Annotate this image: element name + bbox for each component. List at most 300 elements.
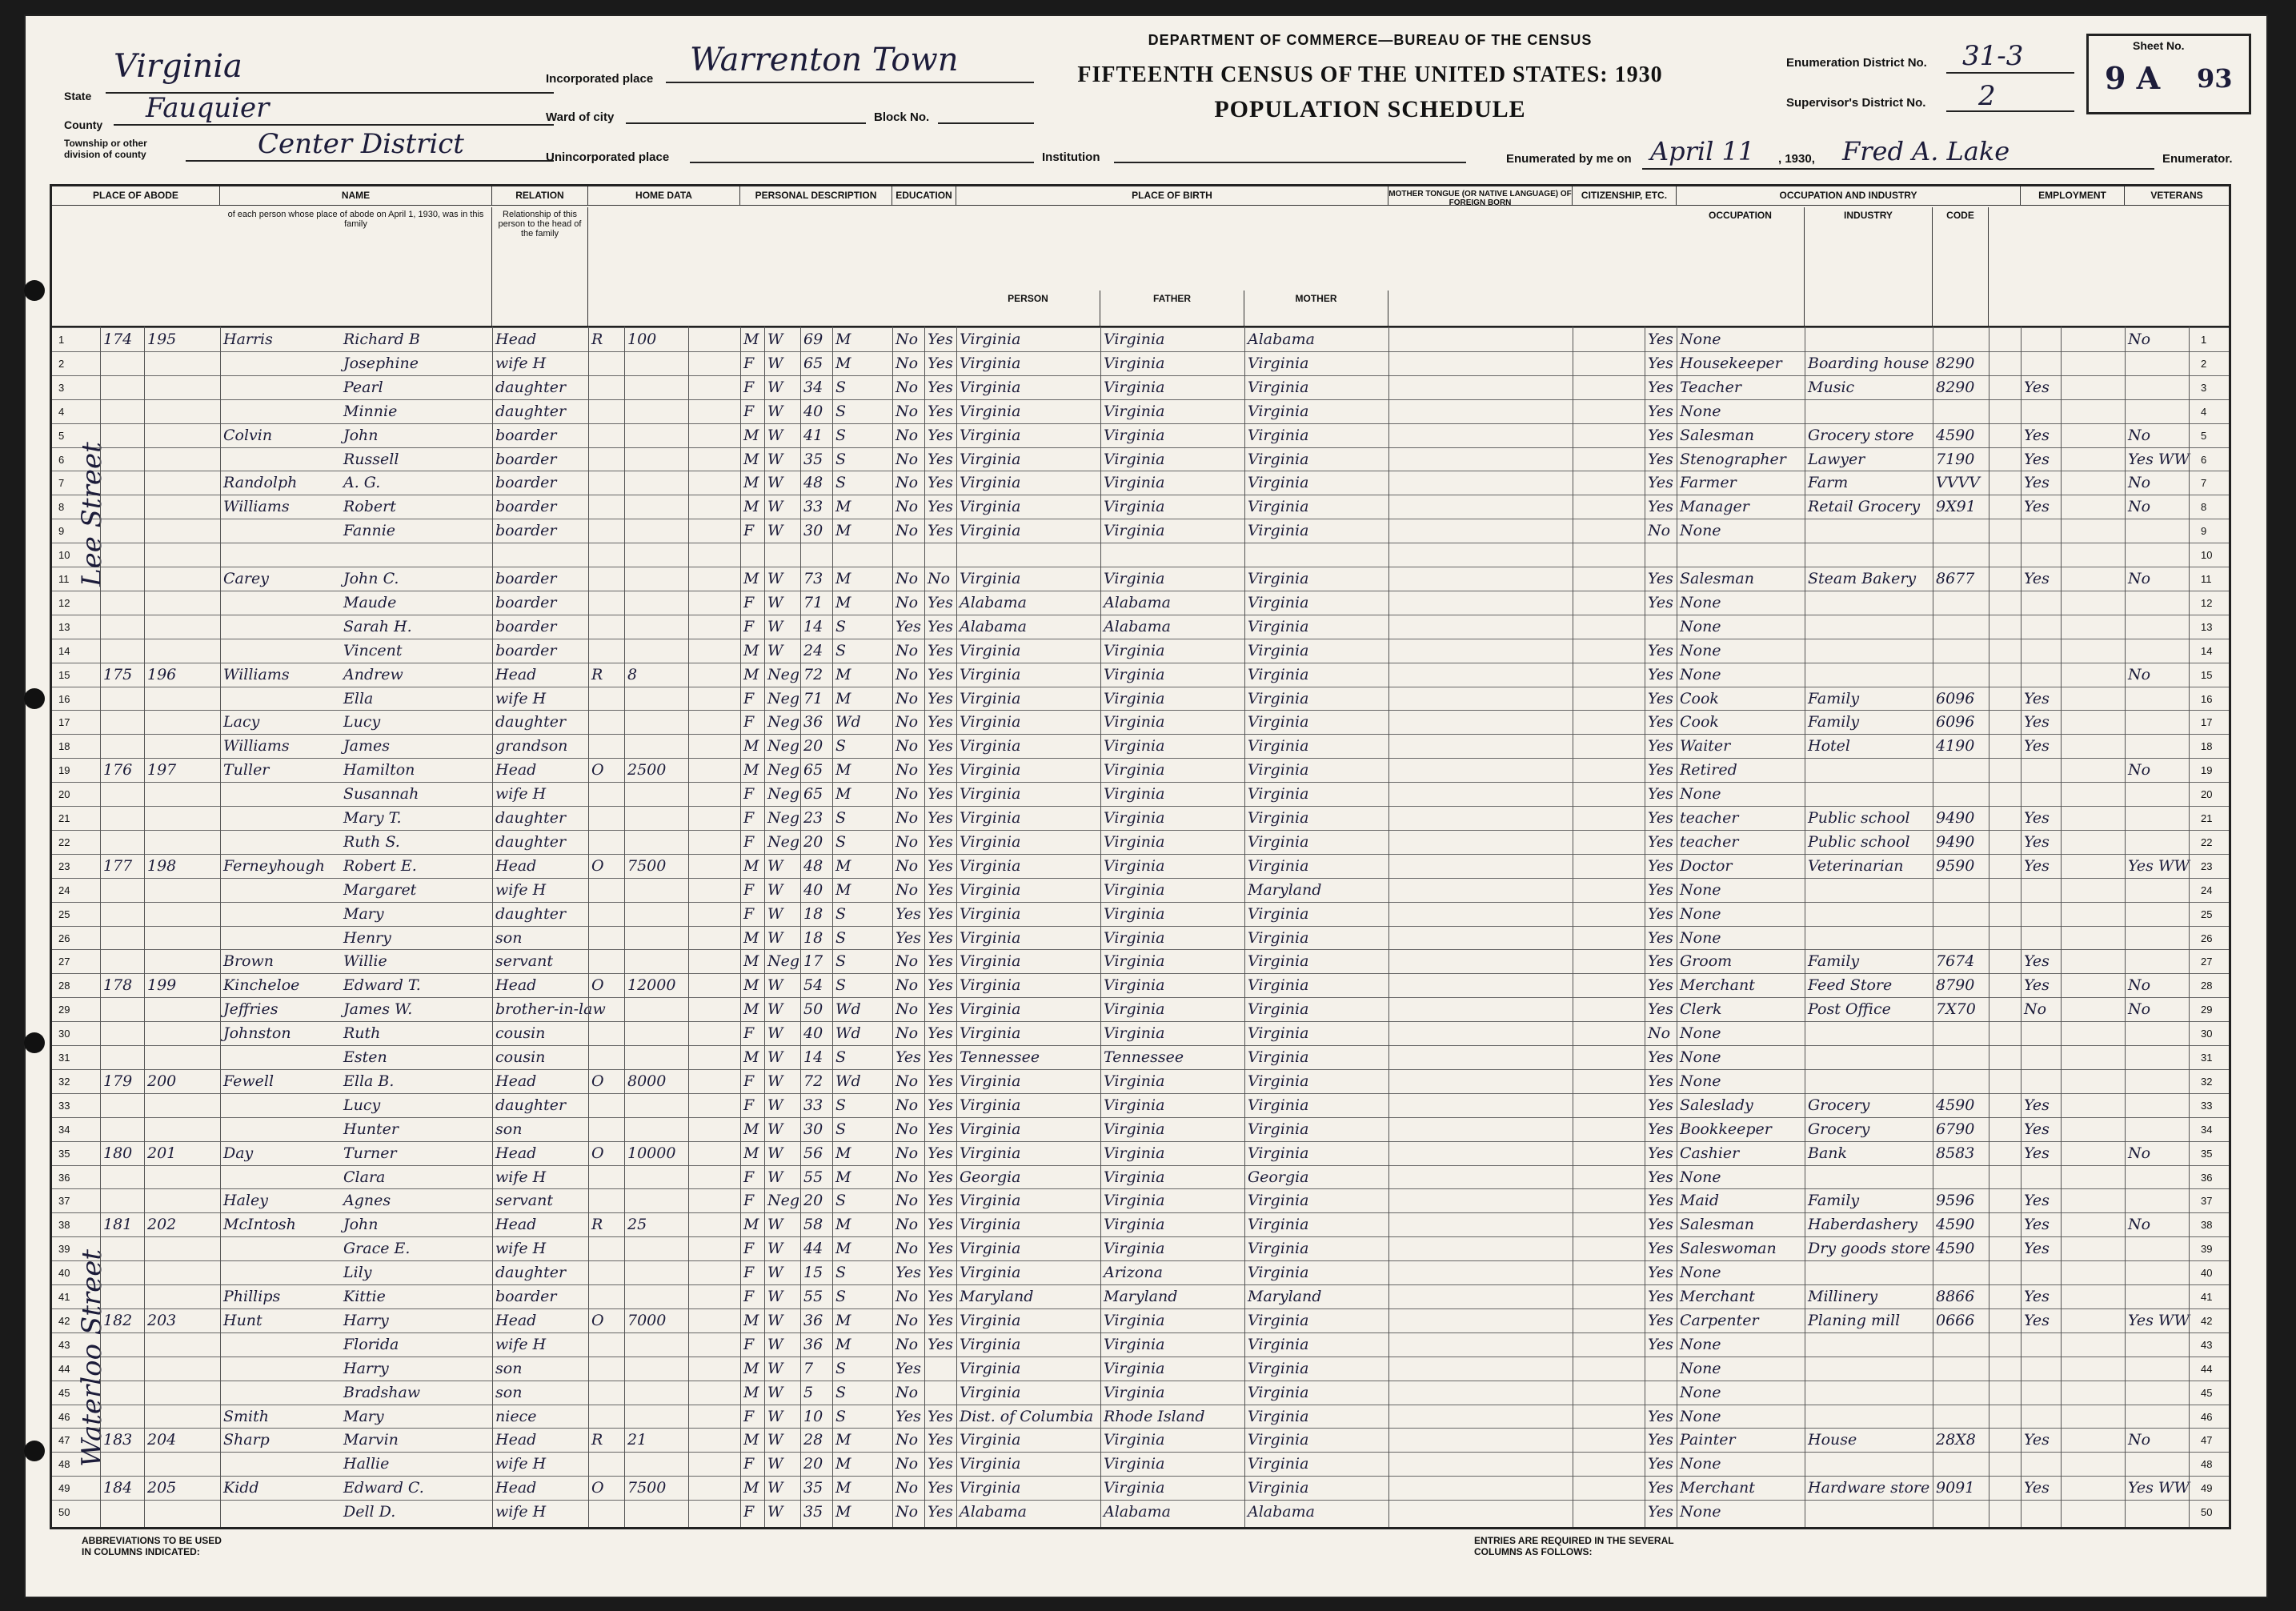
occupation-column-header: OCCUPATION	[1677, 207, 1805, 327]
cell-pob: Virginia	[960, 331, 1021, 348]
cell-sex: F	[743, 522, 755, 540]
cell-code: 9490	[1936, 809, 1975, 827]
street-name-lee: Lee Street	[76, 442, 108, 587]
enumerator-line	[1642, 168, 2154, 170]
line-number-right: 6	[2201, 453, 2207, 466]
column-rule	[2021, 327, 2022, 1527]
cell-school: No	[896, 713, 919, 731]
cell-work	[2021, 879, 2061, 902]
cell-dw	[100, 1046, 144, 1069]
cell-eng	[1645, 543, 1677, 567]
cell-rel: boarder	[495, 593, 557, 611]
cell-code	[1933, 639, 1989, 663]
table-row	[52, 1357, 2229, 1381]
cell-race: W	[767, 1407, 783, 1425]
cell-val	[624, 471, 688, 495]
cell-val	[624, 1405, 688, 1429]
cell-vet	[2125, 1046, 2189, 1069]
cell-given: Andrew	[343, 665, 403, 683]
cell-surname: Lacy	[223, 713, 260, 731]
table-row	[52, 1165, 2229, 1189]
cell-mpob: Virginia	[1248, 1048, 1309, 1066]
cell-race: Neg	[767, 832, 800, 851]
cell-eng: Yes	[1648, 1240, 1673, 1258]
cell-fam	[144, 376, 184, 399]
cell-age: 58	[803, 1216, 823, 1234]
cell-fpob: Virginia	[1104, 713, 1165, 731]
cell-race: W	[767, 880, 783, 899]
cell-rel: daughter	[495, 402, 567, 420]
table-row	[52, 902, 2229, 926]
cell-mpob: Virginia	[1248, 952, 1309, 971]
cell-code: 9590	[1936, 856, 1975, 875]
cell-read: Yes	[928, 1264, 953, 1282]
table-row	[52, 878, 2229, 902]
cell-vet: No	[2128, 570, 2151, 587]
cell-age: 23	[803, 809, 823, 827]
cell-rel: daughter	[495, 1096, 567, 1114]
cell-fpob: Maryland	[1104, 1288, 1178, 1305]
cell-work: Yes	[2024, 450, 2050, 468]
column-rule	[1100, 327, 1101, 1527]
cell-sex: M	[743, 450, 759, 468]
cell-eng: Yes	[1648, 713, 1673, 731]
cell-pob: Virginia	[960, 641, 1021, 659]
cell-fpob: Virginia	[1104, 498, 1165, 516]
cell-age: 33	[803, 1096, 823, 1114]
cell-sex: M	[743, 976, 759, 995]
cell-occ: None	[1680, 1383, 1721, 1401]
cell-own: O	[591, 1311, 604, 1329]
cell-own	[588, 1261, 624, 1284]
cell-surname	[220, 927, 340, 950]
cell-rel: servant	[495, 1192, 554, 1210]
cell-work	[2021, 1405, 2061, 1429]
cell-vet	[2125, 1357, 2189, 1381]
cell-rel: boarder	[495, 474, 557, 492]
cell-surname	[220, 903, 340, 926]
line-number: 40	[58, 1267, 70, 1280]
cell-mpob: Maryland	[1248, 1288, 1322, 1305]
cell-ind	[1805, 1261, 1933, 1284]
cell-vet: No	[2128, 1216, 2151, 1234]
line-number: 38	[58, 1219, 70, 1232]
cell-fpob: Virginia	[1104, 928, 1165, 947]
cell-sex: M	[743, 856, 759, 875]
cell-vet	[2125, 1381, 2189, 1405]
cell-dw: 183	[103, 1431, 133, 1449]
cell-ind: Post Office	[1808, 1000, 1891, 1019]
cell-age: 17	[803, 952, 823, 971]
cell-rel: boarder	[495, 450, 557, 468]
cell-mpob: Virginia	[1248, 737, 1309, 755]
cell-surname	[220, 1357, 340, 1381]
cell-mpob: Virginia	[1248, 593, 1309, 611]
census-sheet	[24, 14, 2268, 1598]
cell-surname: Carey	[223, 570, 269, 587]
cell-rel: boarder	[495, 617, 557, 635]
cell-work: Yes	[2024, 426, 2050, 444]
cell-fam	[144, 831, 184, 854]
cell-val	[624, 1381, 688, 1405]
department-title: DEPARTMENT OF COMMERCE—BUREAU OF THE CENSUS	[1148, 32, 1593, 48]
cell-surname: Jeffries	[223, 1000, 278, 1019]
cell-occ: None	[1680, 522, 1721, 540]
cell-fam	[144, 711, 184, 734]
cell-ind: Haberdashery	[1808, 1216, 1917, 1234]
cell-vet	[2125, 1285, 2189, 1308]
line-number: 50	[58, 1506, 70, 1519]
table-row	[52, 1021, 2229, 1045]
cell-rel: wife H	[495, 1503, 547, 1521]
cell-sex: M	[743, 665, 759, 683]
cell-vet	[2125, 687, 2189, 711]
cell-given: Hunter	[343, 1120, 399, 1138]
cell-fam	[144, 783, 184, 806]
cell-school: No	[896, 1479, 919, 1497]
cell-pob: Alabama	[960, 1503, 1027, 1521]
cell-vet	[2125, 591, 2189, 615]
cell-surname	[220, 1381, 340, 1405]
cell-read: Yes	[928, 785, 953, 803]
cell-race: W	[767, 1503, 783, 1521]
cell-eng: Yes	[1648, 450, 1673, 468]
cell-mar: S	[835, 1096, 847, 1114]
cell-race: W	[767, 378, 783, 396]
cell-occ: Merchant	[1680, 976, 1755, 995]
cell-surname: Day	[223, 1144, 254, 1162]
cell-fam	[144, 400, 184, 423]
cell-age: 65	[803, 761, 823, 779]
cell-work	[2021, 543, 2061, 567]
cell-school: No	[896, 1072, 919, 1090]
cell-fam	[144, 639, 184, 663]
cell-code: 6096	[1936, 713, 1975, 731]
cell-fam	[144, 448, 184, 471]
cell-fpob: Virginia	[1104, 331, 1165, 348]
cell-surname: Smith	[223, 1407, 269, 1425]
cell-mpob: Virginia	[1248, 1216, 1309, 1234]
cell-fam: 196	[147, 665, 177, 683]
cell-age: 36	[803, 1311, 823, 1329]
cell-pob: Virginia	[960, 1335, 1021, 1353]
binder-hole	[24, 688, 45, 709]
cell-age: 40	[803, 1024, 823, 1043]
cell-rel	[492, 543, 588, 567]
cell-age: 24	[803, 641, 823, 659]
cell-val	[624, 1357, 688, 1381]
cell-given: Lucy	[343, 713, 381, 731]
cell-own: O	[591, 976, 604, 995]
line-number: 43	[58, 1338, 70, 1351]
cell-given: Willie	[343, 952, 387, 971]
cell-fam	[144, 1381, 184, 1405]
cell-sex: F	[743, 617, 755, 635]
cell-given: Vincent	[343, 641, 403, 659]
cell-given: Lucy	[343, 1096, 381, 1114]
cell-given: Lily	[343, 1264, 372, 1282]
cell-given: Robert	[343, 498, 396, 516]
cell-sex: M	[743, 1479, 759, 1497]
cell-fam	[144, 807, 184, 830]
line-number-right: 17	[2201, 716, 2213, 729]
cell-school: No	[896, 856, 919, 875]
cell-occ: None	[1680, 1359, 1721, 1377]
cell-mpob: Virginia	[1248, 1096, 1309, 1114]
cell-occ: Salesman	[1680, 426, 1754, 444]
cell-mar: S	[835, 1120, 847, 1138]
table-row	[52, 1188, 2229, 1212]
cell-vet	[2125, 615, 2189, 639]
cell-eng: Yes	[1648, 1168, 1673, 1186]
entries-title: ENTRIES ARE REQUIRED IN THE SEVERAL COLUMNS AS FOLLOWS:	[1474, 1535, 1674, 1557]
cell-given: Ella	[343, 689, 374, 707]
cell-surname	[220, 1501, 340, 1524]
cell-dw	[100, 879, 144, 902]
cell-eng: Yes	[1648, 1455, 1673, 1473]
cell-ind	[1805, 903, 1933, 926]
cell-school: Yes	[896, 904, 921, 923]
cell-fpob: Virginia	[1104, 737, 1165, 755]
cell-fam: 195	[147, 331, 177, 348]
cell-ind: Family	[1808, 689, 1860, 707]
cell-fam	[144, 1333, 184, 1357]
cell-occ: Painter	[1680, 1431, 1736, 1449]
cell-val	[624, 1501, 688, 1524]
cell-race: W	[767, 976, 783, 995]
cell-fam	[144, 424, 184, 447]
industry-column-header: INDUSTRY	[1805, 207, 1933, 327]
cell-own	[588, 567, 624, 591]
cell-code: 9596	[1936, 1192, 1975, 1210]
cell-surname: Hunt	[223, 1311, 262, 1329]
cell-occ: Maid	[1680, 1192, 1720, 1210]
cell-fpob: Virginia	[1104, 1024, 1165, 1043]
cell-dw: 176	[103, 761, 133, 779]
cell-pob: Virginia	[960, 1216, 1021, 1234]
cell-given: Mary	[343, 1407, 384, 1425]
cell-fpob: Virginia	[1104, 1144, 1165, 1162]
cell-fam	[144, 998, 184, 1021]
cell-mpob: Alabama	[1248, 331, 1315, 348]
table-row	[52, 591, 2229, 615]
cell-read: Yes	[928, 1503, 953, 1521]
cell-sex: F	[743, 1288, 755, 1305]
cell-mar: S	[835, 450, 847, 468]
cell-occ: Housekeeper	[1680, 354, 1782, 372]
table-row	[52, 782, 2229, 806]
line-number-right: 35	[2201, 1147, 2213, 1160]
line-number: 41	[58, 1291, 70, 1303]
cell-occ: Waiter	[1680, 737, 1731, 755]
cell-race: Neg	[767, 713, 800, 731]
binder-hole	[24, 1032, 45, 1053]
cell-code: 4590	[1936, 426, 1975, 444]
cell-ind: Feed Store	[1808, 976, 1893, 995]
cell-eng: No	[1648, 522, 1671, 540]
line-number-right: 43	[2201, 1338, 2213, 1351]
cell-own	[588, 1405, 624, 1429]
cell-fpob: Virginia	[1104, 402, 1165, 420]
cell-sex: M	[743, 1216, 759, 1234]
cell-ind	[1805, 759, 1933, 782]
cell-age: 36	[803, 713, 823, 731]
cell-own	[588, 783, 624, 806]
column-rule	[2125, 327, 2126, 1527]
cell-occ: None	[1680, 593, 1721, 611]
cell-work: Yes	[2024, 378, 2050, 396]
cell-work: Yes	[2024, 689, 2050, 707]
cell-ind	[1805, 1405, 1933, 1429]
cell-own	[588, 1357, 624, 1381]
cell-code: 4590	[1936, 1216, 1975, 1234]
cell-eng: Yes	[1648, 1431, 1673, 1449]
cell-eng: Yes	[1648, 1311, 1673, 1329]
cell-mar: S	[835, 976, 847, 995]
cell-occ: None	[1680, 1264, 1721, 1282]
table-row	[52, 1476, 2229, 1500]
line-number-right: 47	[2201, 1434, 2213, 1447]
line-number: 10	[58, 549, 70, 562]
cell-mpob: Virginia	[1248, 1072, 1309, 1090]
cell-fam: 205	[147, 1479, 177, 1497]
cell-ind: Veterinarian	[1808, 856, 1904, 875]
cell-ind: Farm	[1808, 474, 1849, 492]
cell-code: 6096	[1936, 689, 1975, 707]
table-row	[52, 1284, 2229, 1308]
enum-district-label: Enumeration District No.	[1786, 56, 1927, 70]
cell-mpob: Alabama	[1248, 1503, 1315, 1521]
cell-school: No	[896, 1120, 919, 1138]
cell-race: W	[767, 856, 783, 875]
cell-mar: M	[835, 856, 851, 875]
cell-pob: Virginia	[960, 1311, 1021, 1329]
cell-work	[2021, 328, 2061, 351]
line-number-right: 31	[2201, 1052, 2213, 1064]
cell-read: Yes	[928, 904, 953, 923]
cell-race: W	[767, 1335, 783, 1353]
cell-val	[624, 687, 688, 711]
cell-fpob: Virginia	[1104, 856, 1165, 875]
cell-code: 9091	[1936, 1479, 1975, 1497]
cell-mpob: Virginia	[1248, 474, 1309, 492]
cell-val: 7500	[627, 856, 667, 875]
cell-given: Edward T.	[343, 976, 421, 995]
cell-eng: Yes	[1648, 426, 1673, 444]
line-number: 4	[58, 405, 65, 418]
unincorporated-line	[690, 162, 1034, 163]
cell-ind	[1805, 783, 1933, 806]
cell-eng: Yes	[1648, 498, 1673, 516]
cell-race: Neg	[767, 689, 800, 707]
cell-fam	[144, 1166, 184, 1189]
cell-read: No	[928, 570, 951, 587]
cell-given: Ruth	[343, 1024, 381, 1043]
cell-dw: 179	[103, 1072, 133, 1090]
cell-fpob	[1100, 543, 1244, 567]
column-rule	[2189, 327, 2190, 1527]
cell-read: Yes	[928, 832, 953, 851]
table-row	[52, 423, 2229, 447]
cell-surname	[220, 615, 340, 639]
line-number: 6	[58, 453, 65, 466]
cell-surname: Brown	[223, 952, 274, 971]
cell-occ: None	[1680, 1503, 1721, 1521]
line-number: 49	[58, 1482, 70, 1495]
cell-ind: Public school	[1808, 832, 1910, 851]
line-number: 27	[58, 956, 70, 968]
cell-work: Yes	[2024, 1431, 2050, 1449]
cell-pob: Virginia	[960, 976, 1021, 995]
cell-given: Russell	[343, 450, 399, 468]
cell-val: 7500	[627, 1479, 667, 1497]
cell-mpob: Virginia	[1248, 450, 1309, 468]
cell-own	[588, 519, 624, 543]
cell-fpob: Virginia	[1104, 1192, 1165, 1210]
line-number: 8	[58, 501, 65, 514]
cell-occ: Merchant	[1680, 1288, 1755, 1305]
cell-age: 35	[803, 450, 823, 468]
cell-dw	[100, 1022, 144, 1045]
county-label: County	[64, 118, 103, 131]
line-number-right: 45	[2201, 1386, 2213, 1399]
cell-fpob: Virginia	[1104, 570, 1165, 587]
cell-work	[2021, 1357, 2061, 1381]
cell-val	[624, 1261, 688, 1284]
cell-own	[588, 1333, 624, 1357]
cell-occ: None	[1680, 331, 1721, 348]
cell-rel: son	[495, 1383, 523, 1401]
cell-code	[1933, 1381, 1989, 1405]
cell-mar: Wd	[835, 1024, 861, 1043]
line-number: 46	[58, 1410, 70, 1423]
line-number-right: 10	[2201, 549, 2213, 562]
cell-age: 28	[803, 1431, 823, 1449]
line-number-right: 44	[2201, 1362, 2213, 1375]
line-number: 32	[58, 1075, 70, 1088]
enum-district-value: 31-3	[1962, 40, 2024, 72]
cell-given: Harry	[343, 1311, 389, 1329]
line-number: 16	[58, 692, 70, 705]
cell-vet	[2125, 1237, 2189, 1260]
cell-ind	[1805, 1070, 1933, 1093]
line-number-right: 25	[2201, 908, 2213, 920]
cell-mar: M	[835, 880, 851, 899]
cell-race: W	[767, 617, 783, 635]
cell-read: Yes	[928, 1024, 953, 1043]
cell-code	[1933, 1405, 1989, 1429]
line-number-right: 46	[2201, 1410, 2213, 1423]
cell-ind: Public school	[1808, 809, 1910, 827]
cell-work	[2021, 1261, 2061, 1284]
cell-ind: Steam Bakery	[1808, 570, 1917, 587]
cell-school: No	[896, 1288, 919, 1305]
cell-mar: S	[835, 1048, 847, 1066]
cell-sex: M	[743, 1431, 759, 1449]
cell-own: R	[591, 1431, 603, 1449]
cell-age: 35	[803, 1479, 823, 1497]
cell-school: No	[896, 1096, 919, 1114]
cell-eng: Yes	[1648, 1216, 1673, 1234]
cell-pob: Virginia	[960, 1000, 1021, 1019]
cell-fpob: Virginia	[1104, 474, 1165, 492]
cell-work	[2021, 1453, 2061, 1476]
cell-rel: daughter	[495, 378, 567, 396]
cell-own	[588, 735, 624, 758]
cell-ind: Music	[1808, 378, 1855, 396]
line-number-right: 15	[2201, 668, 2213, 681]
cell-eng: Yes	[1648, 1072, 1673, 1090]
